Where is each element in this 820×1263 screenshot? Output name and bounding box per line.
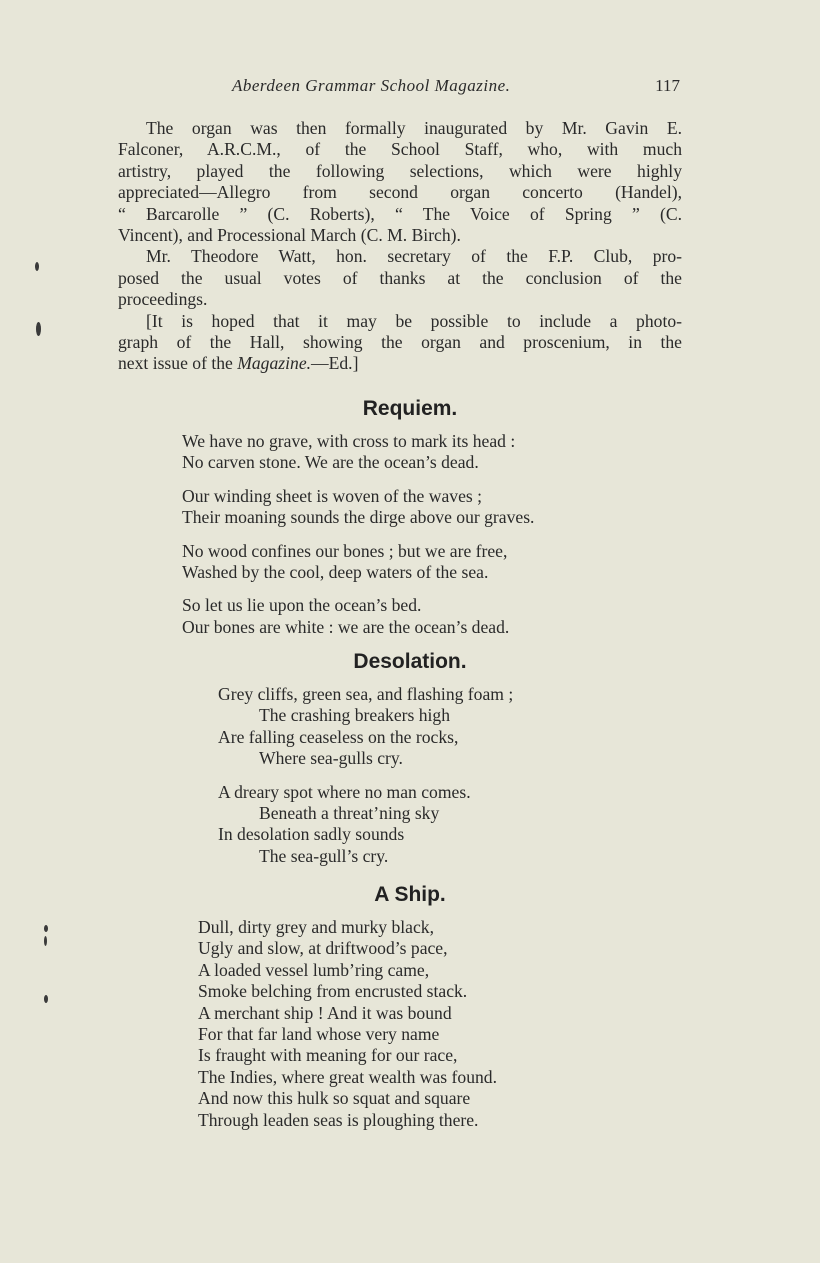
magazine-title: Aberdeen Grammar School Magazine. — [232, 76, 511, 95]
poem-line: We have no grave, with cross to mark its head : — [182, 431, 516, 451]
poem-line: A loaded vessel lumb’ring came, — [198, 959, 430, 980]
poem-title-requiem: Requiem. — [362, 397, 458, 420]
paragraph — [118, 246, 682, 310]
text-segment: next issue of the — [118, 353, 238, 374]
text-line: posed the usual votes of thanks at the conclusion of the — [118, 267, 682, 288]
stanza — [182, 541, 534, 584]
poem-line: Beneath a threat’ning sky — [259, 803, 440, 824]
margin-speck — [44, 925, 48, 932]
poem-line: A merchant ship ! And it was bound — [198, 1002, 452, 1023]
text-line: artistry, played the following selections, which were highly — [118, 160, 682, 181]
poem-line: Are falling ceaseless on the rocks, — [218, 726, 459, 747]
paragraph — [118, 118, 682, 246]
magazine-italic: Magazine. — [237, 353, 312, 374]
stanza — [218, 782, 513, 868]
text-line: The organ was then formally inaugurated by Mr. Gavin E. — [146, 118, 682, 138]
text-segment: —Ed.] — [311, 353, 359, 374]
poem-line: No carven stone. We are the ocean’s dead. — [182, 452, 479, 473]
text-line: appreciated—Allegro from second organ concerto (Handel), — [118, 182, 682, 203]
poem-line: Grey cliffs, green sea, and flashing foam ; — [218, 684, 514, 704]
running-header — [180, 76, 680, 100]
text-line: graph of the Hall, showing the organ and proscenium, in the — [118, 332, 682, 353]
stanza — [182, 595, 534, 638]
poem-line: In desolation sadly sounds — [218, 824, 405, 845]
stanza — [218, 684, 513, 770]
margin-speck — [36, 322, 41, 336]
poem-desolation — [218, 684, 513, 879]
stanza — [182, 486, 534, 529]
poem-line: Through leaden seas is ploughing there. — [198, 1109, 479, 1130]
poem-line: And now this hulk so squat and square — [198, 1088, 471, 1109]
poem-line: Ugly and slow, at driftwood’s pace, — [198, 938, 448, 959]
poem-line: No wood confines our bones ; but we are free, — [182, 540, 508, 561]
margin-speck — [44, 936, 47, 946]
poem-line: Their moaning sounds the dirge above our graves. — [182, 507, 535, 528]
poem-line: Is fraught with meaning for our race, — [198, 1045, 458, 1066]
poem-line: Washed by the cool, deep waters of the sea. — [182, 562, 489, 583]
poem-line: The crashing breakers high — [259, 705, 451, 726]
poem-line: Our winding sheet is woven of the waves ; — [182, 485, 483, 506]
poem-line: Dull, dirty grey and murky black, — [198, 917, 434, 937]
poem-line: For that far land whose very name — [198, 1024, 440, 1045]
poem-line: Our bones are white : we are the ocean’s dead. — [182, 616, 510, 637]
poem-title-desolation: Desolation. — [353, 650, 467, 673]
poem-line: So let us lie upon the ocean’s bed. — [182, 595, 422, 616]
page-number: 117 — [655, 76, 680, 95]
poem-line: Smoke belching from encrusted stack. — [198, 981, 468, 1002]
text-line: “ Barcarolle ” (C. Roberts), “ The Voice of Spring ” (C. — [118, 203, 682, 224]
text-line: [It is hoped that it may be possible to include a photo- — [146, 310, 682, 331]
margin-speck — [35, 262, 39, 271]
text-line — [118, 353, 682, 374]
stanza — [182, 431, 534, 474]
poem-ship — [198, 917, 497, 1131]
poem-line: A dreary spot where no man comes. — [218, 781, 471, 802]
poem-line: The Indies, where great wealth was found. — [198, 1066, 497, 1087]
paragraph — [118, 311, 682, 375]
text-line: Vincent), and Processional March (C. M. Birch). — [118, 225, 461, 246]
poem-requiem — [182, 431, 534, 650]
text-line: Mr. Theodore Watt, hon. secretary of the F.P. Club, pro- — [146, 246, 682, 267]
poem-title-ship: A Ship. — [374, 883, 446, 906]
poem-line: The sea-gull’s cry. — [259, 845, 389, 866]
article-text — [118, 118, 682, 375]
text-line: Falconer, A.R.C.M., of the School Staff, who, with much — [118, 139, 682, 160]
text-line: proceedings. — [118, 289, 208, 310]
poem-line: Where sea-gulls cry. — [259, 748, 403, 769]
margin-speck — [44, 995, 48, 1003]
